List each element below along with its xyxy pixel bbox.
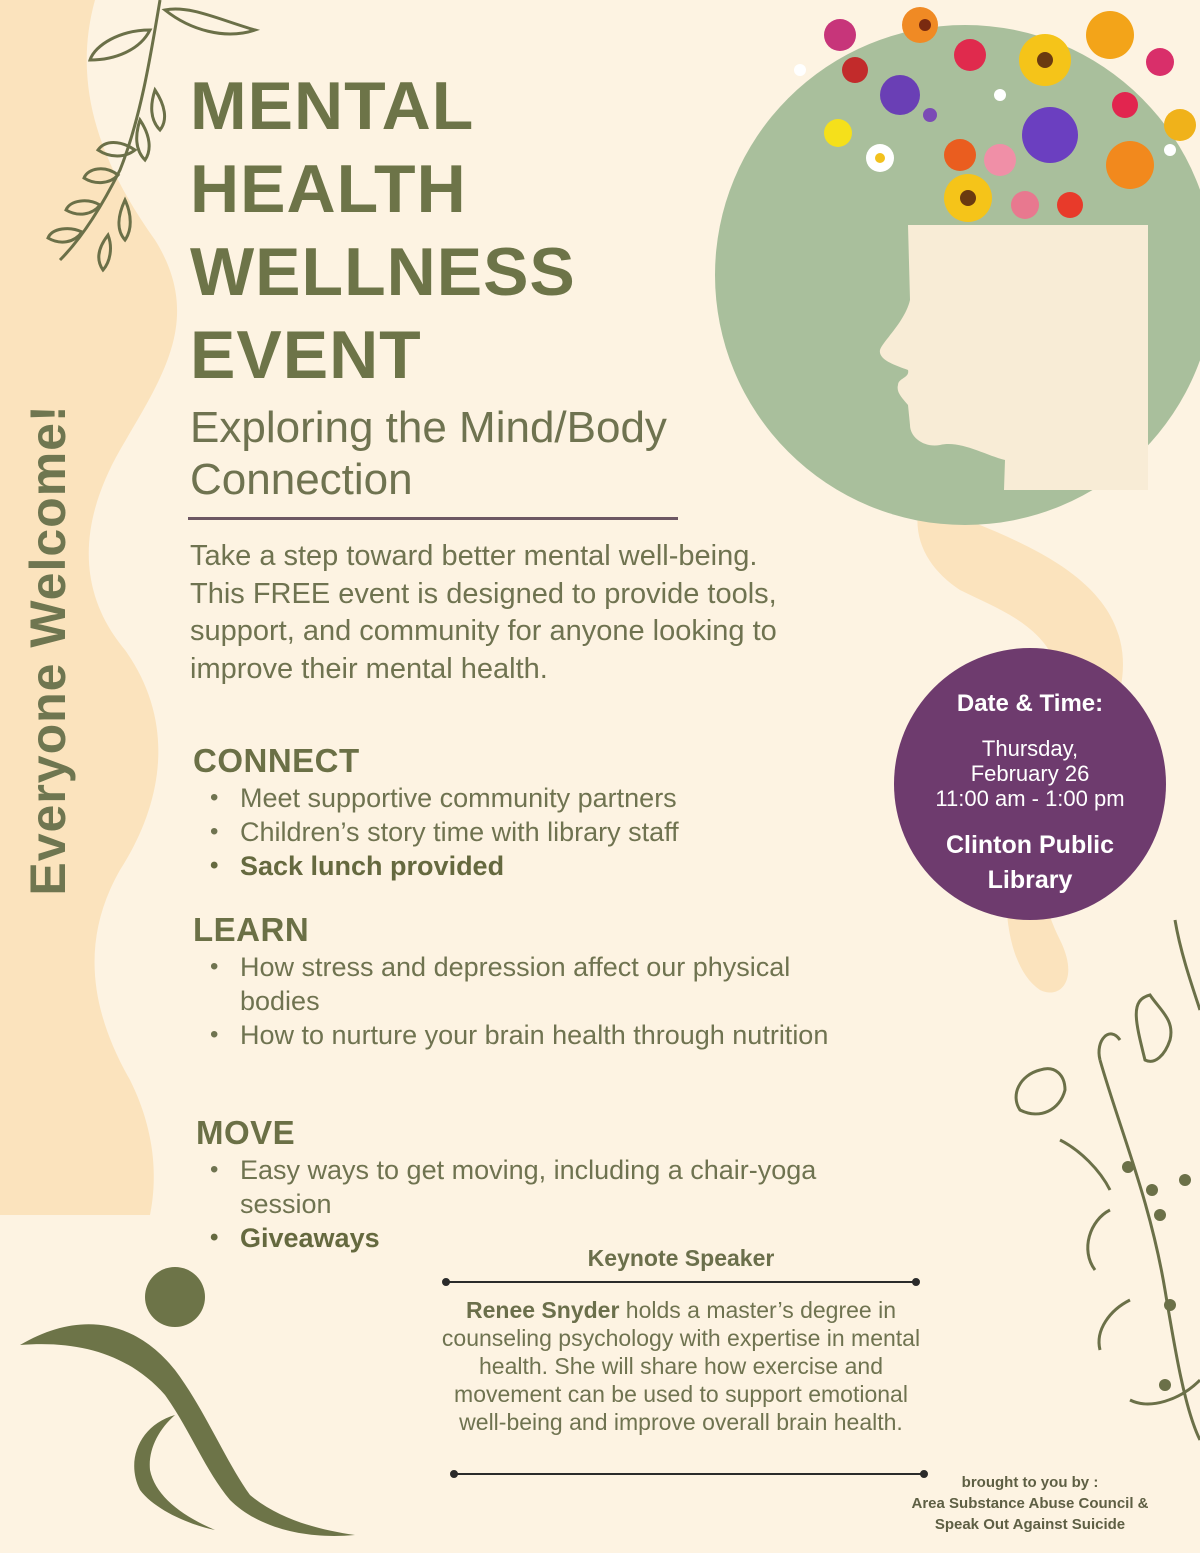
list-item: • How stress and depression affect our physical bodies — [210, 952, 791, 1016]
speaker-name: Renee Snyder — [466, 1297, 620, 1323]
list-item: • Children’s story time with library staff — [210, 817, 679, 847]
title-line-3: WELLNESS — [190, 234, 576, 310]
keynote-heading: Keynote Speaker — [587, 1245, 775, 1271]
event-time: 11:00 am - 1:00 pm — [935, 786, 1125, 811]
title-divider — [188, 517, 678, 520]
everyone-welcome-banner: Everyone Welcome! — [20, 404, 76, 896]
credits-line-1: brought to you by : — [961, 1474, 1099, 1491]
list-item: • Meet supportive community partners — [210, 783, 677, 813]
title-line-4: EVENT — [190, 317, 422, 393]
title-line-1: MENTAL — [190, 68, 475, 144]
credits-line-2: Area Substance Abuse Council & — [911, 1495, 1149, 1512]
move-list — [210, 1153, 890, 1255]
list-item: • Sack lunch provided — [210, 851, 505, 881]
event-location: Clinton Public Library — [945, 831, 1115, 894]
event-date: February 26 — [970, 761, 1090, 786]
runner-figure-icon — [20, 1267, 355, 1536]
berry-dots — [1122, 1161, 1191, 1391]
connect-list — [210, 781, 679, 883]
learn-list — [210, 950, 860, 1052]
keynote-bio — [428, 1296, 934, 1436]
event-day: Thursday, — [981, 736, 1079, 761]
learn-heading: LEARN — [193, 911, 310, 948]
title-line-2: HEALTH — [190, 151, 467, 227]
subtitle: Exploring the Mind/Body Connection — [190, 403, 667, 504]
list-item: • Easy ways to get moving, including a chair-yoga session — [210, 1155, 817, 1219]
event-info-heading: Date & Time: — [956, 690, 1104, 717]
speaker-bio: holds a master’s degree in counseling psychology with expertise in mental health. She will share how exercise and movement can be used to support emotional well-being and improve overall brain health. — [441, 1297, 921, 1435]
connect-heading: CONNECT — [193, 742, 360, 779]
flower-branch-bottom-right-icon — [1016, 920, 1200, 1440]
list-item: • How to nurture your brain health through nutrition — [210, 1020, 829, 1050]
move-heading: MOVE — [196, 1114, 296, 1151]
event-info-circle — [894, 648, 1166, 920]
list-item: • Giveaways — [210, 1223, 380, 1253]
intro-paragraph: Take a step toward better mental well-being. This FREE event is designed to provide tools, support, and community for anyone looking to improve their mental health. — [190, 540, 777, 685]
credits-line-3: Speak Out Against Suicide — [934, 1516, 1126, 1533]
credits — [880, 1472, 1180, 1535]
